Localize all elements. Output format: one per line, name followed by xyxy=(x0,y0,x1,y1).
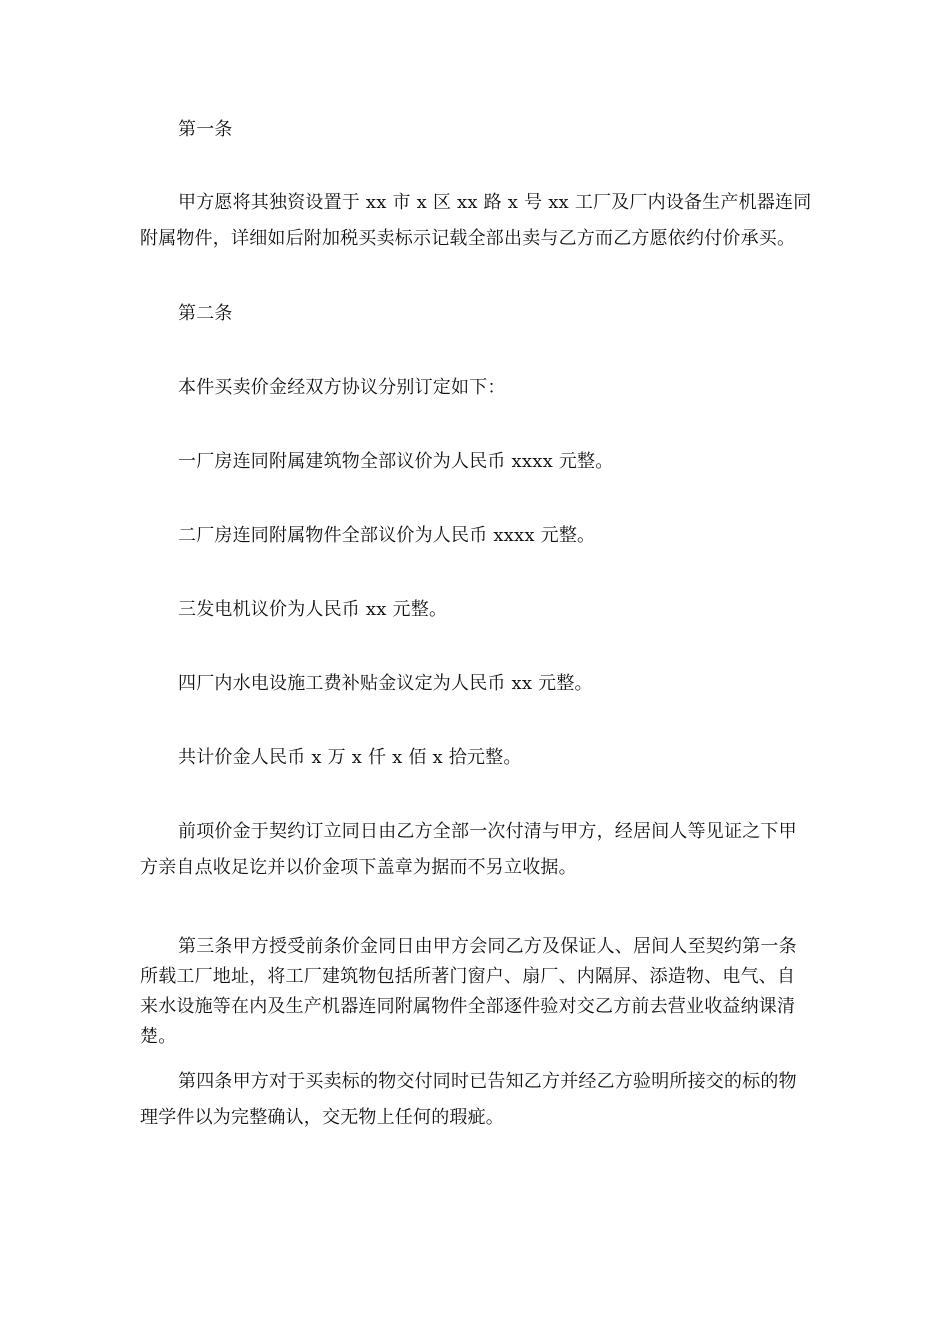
article-3-body: 第三条甲方授受前条价金同日由甲方会同乙方及保证人、居间人至契约第一条所载工厂地址，将工厂建筑物包括所著门窗户、扇厂、内隔屏、添造物、电气、自来水设施等在内及生产机器连同附属物件全部逐件验对交乙方前去营业收益纳课清楚。 xyxy=(140,936,797,1047)
article-4-body: 第四条甲方对于买卖标的物交付同时已告知乙方并经乙方验明所接交的标的物理学件以为完整确认，交无物上任何的瑕疵。 xyxy=(140,1071,797,1128)
article-1-body: 甲方愿将其独资设置于 xx 市 x 区 xx 路 x 号 xx 工厂及厂内设备生产机器连同附属物件，详细如后附加税买卖标示记载全部出卖与乙方而乙方愿依约付价承买。 xyxy=(140,192,812,249)
article-2-intro: 本件买卖价金经双方协议分别订定如下： xyxy=(178,377,506,398)
price-total: 共计价金人民币 x 万 x 仟 x 佰 x 拾元整。 xyxy=(178,747,522,768)
article-2-heading: 第二条 xyxy=(178,303,233,324)
price-item-1: 一厂房连同附属建筑物全部议价为人民币 xxxx 元整。 xyxy=(178,451,614,472)
article-1-heading: 第一条 xyxy=(178,119,233,140)
price-item-2: 二厂房连同附属物件全部议价为人民币 xxxx 元整。 xyxy=(178,525,596,546)
payment-clause: 前项价金于契约订立同日由乙方全部一次付清与甲方，经居间人等见证之下甲方亲自点收足讫并以价金项下盖章为据而不另立收据。 xyxy=(140,821,797,878)
price-item-3: 三发电机议价为人民币 xx 元整。 xyxy=(178,599,448,620)
price-item-4: 四厂内水电设施工费补贴金议定为人民币 xx 元整。 xyxy=(178,673,593,694)
